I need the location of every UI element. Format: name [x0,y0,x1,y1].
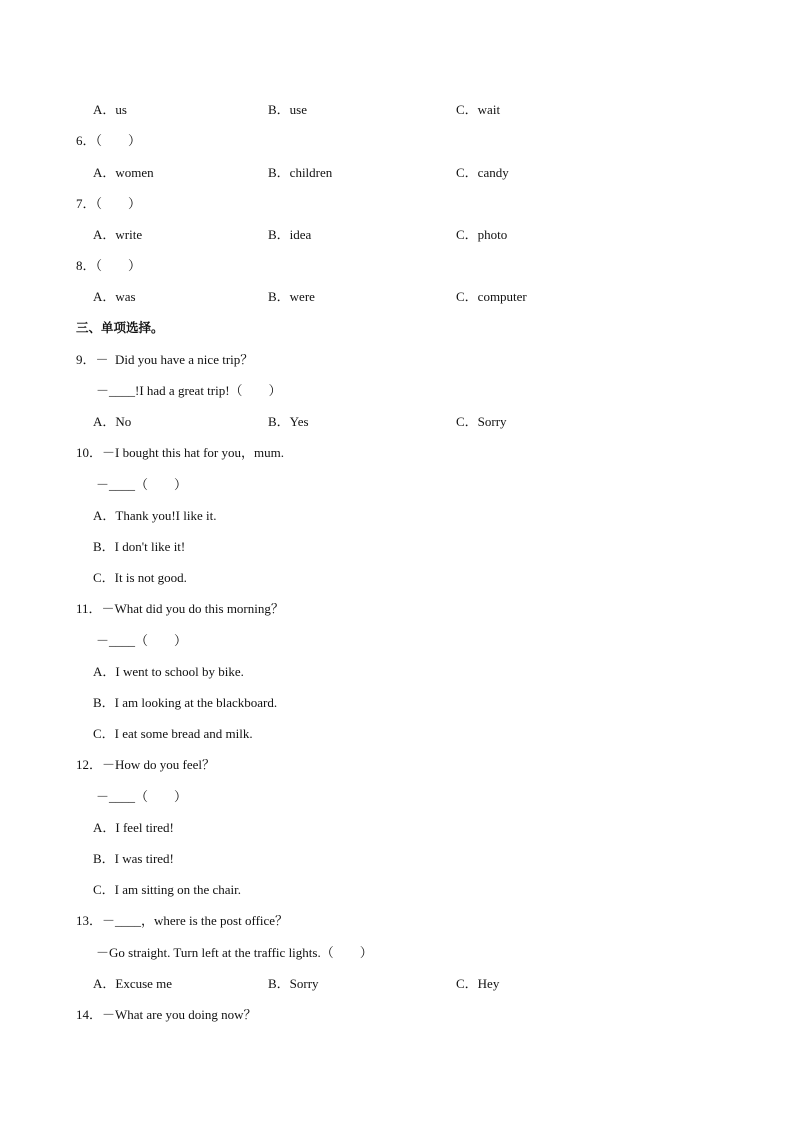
q8-option-a: A．was [93,289,136,304]
q12-stem: 12．－How do you feel？ [76,757,216,772]
q9-stem: 9．－ Did you have a nice trip？ [76,352,254,367]
q10-stem: 10．－I bought this hat for you，mum. [76,445,284,460]
q11-stem: 11．－What did you do this morning？ [76,601,284,616]
q12-option-a: A．I feel tired! [93,820,174,835]
q10-option-b: B．I don't like it! [93,539,186,554]
q10-option-c: C．It is not good. [93,570,187,585]
q14-stem: 14．－What are you doing now？ [76,1007,257,1022]
q8-stem: 8．（ ） [76,258,142,273]
q9-option-a: A．No [93,414,132,429]
q12-option-b: B．I was tired! [93,851,174,866]
q11-option-a: A．I went to school by bike. [93,664,244,679]
q13-stem: 13．－____，where is the post office？ [76,913,289,928]
q6-option-c: C．candy [456,165,509,180]
q6-stem: 6．（ ） [76,133,142,148]
q10-option-a: A．Thank you!I like it. [93,508,217,523]
q5-option-a: A．us [93,102,127,117]
q5-option-b: B．use [268,102,308,117]
q8-option-b: B．were [268,289,315,304]
q6-option-a: A．women [93,165,154,180]
q7-stem: 7．（ ） [76,196,142,211]
q9-option-c: C．Sorry [456,414,507,429]
q9-option-b: B．Yes [268,414,309,429]
q13-option-a: A．Excuse me [93,976,173,991]
q11-reply: －____（ ） [96,633,188,648]
q11-option-c: C．I eat some bread and milk. [93,726,253,741]
q7-option-b: B．idea [268,227,312,242]
q8-option-c: C．computer [456,289,527,304]
q13-option-c: C．Hey [456,976,500,991]
q12-reply: －____（ ） [96,789,188,804]
q7-option-a: A．write [93,227,143,242]
q13-option-b: B．Sorry [268,976,319,991]
q13-reply: －Go straight. Turn left at the traffic lights.（ ） [96,945,373,960]
q7-option-c: C．photo [456,227,508,242]
q6-option-b: B．children [268,165,333,180]
q5-option-c: C．wait [456,102,501,117]
q9-reply: －____!I had a great trip!（ ） [96,383,282,398]
section-heading: 三、单项选择。 [76,320,164,335]
q11-option-b: B．I am looking at the blackboard. [93,695,278,710]
q12-option-c: C．I am sitting on the chair. [93,882,242,897]
q10-reply: －____（ ） [96,477,188,492]
